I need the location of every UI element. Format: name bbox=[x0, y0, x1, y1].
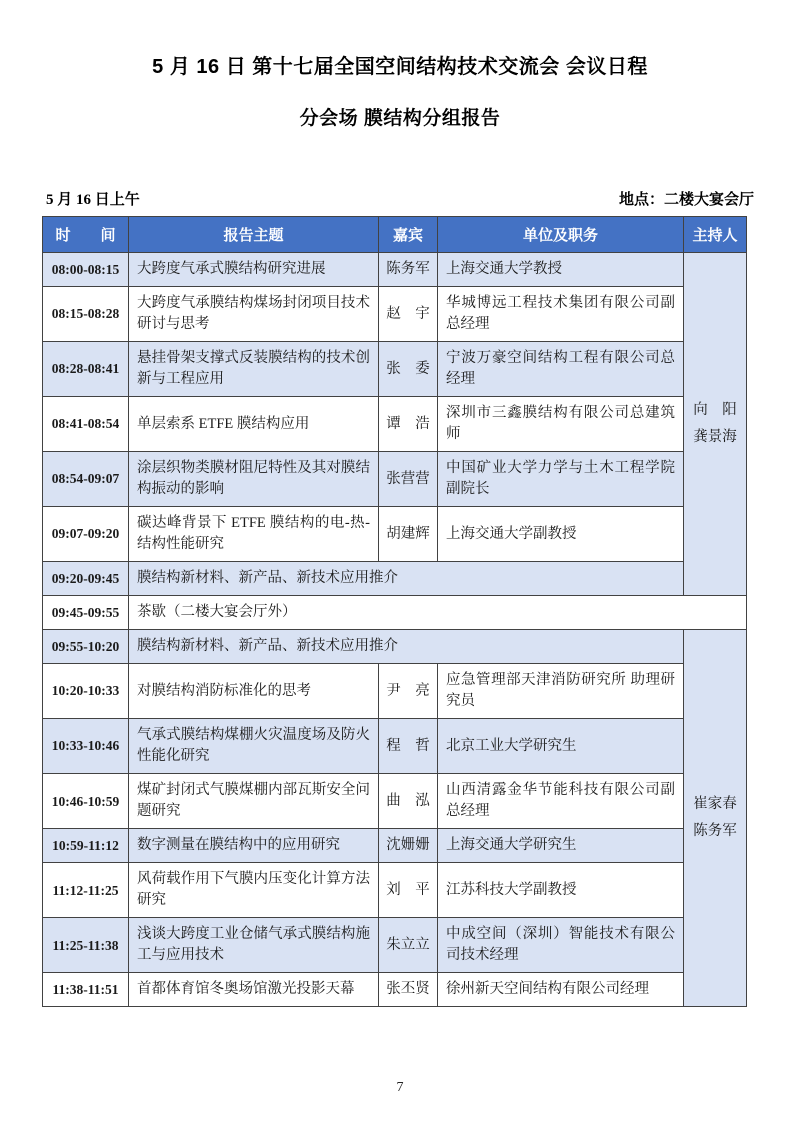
topic-cell: 气承式膜结构煤棚火灾温度场及防火性能化研究 bbox=[129, 719, 379, 774]
guest-cell: 沈姗姗 bbox=[379, 829, 438, 863]
unit-cell: 山西清露金华节能科技有限公司副总经理 bbox=[438, 774, 684, 829]
time-cell: 08:15-08:28 bbox=[43, 287, 129, 342]
table-row bbox=[43, 630, 747, 664]
time-cell: 10:33-10:46 bbox=[43, 719, 129, 774]
guest-cell: 张 委 bbox=[379, 342, 438, 397]
guest-cell: 尹 亮 bbox=[379, 664, 438, 719]
topic-cell: 茶歇（二楼大宴会厅外） bbox=[129, 596, 747, 630]
header-row bbox=[43, 217, 747, 253]
time-cell: 09:45-09:55 bbox=[43, 596, 129, 630]
time-cell: 10:20-10:33 bbox=[43, 664, 129, 719]
topic-cell: 对膜结构消防标准化的思考 bbox=[129, 664, 379, 719]
guest-cell: 朱立立 bbox=[379, 918, 438, 973]
col-header-topic: 报告主题 bbox=[129, 217, 379, 253]
time-cell: 08:54-09:07 bbox=[43, 452, 129, 507]
document-title: 5 月 16 日 第十七届全国空间结构技术交流会 会议日程 bbox=[152, 56, 648, 78]
moderator-cell bbox=[684, 253, 747, 596]
document-subtitle: 分会场 膜结构分组报告 bbox=[299, 108, 501, 129]
moderator-name: 龚景海 bbox=[693, 429, 737, 446]
topic-cell: 涂层织物类膜材阻尼特性及其对膜结构振动的影响 bbox=[129, 452, 379, 507]
moderator-name: 崔家春 bbox=[693, 795, 737, 812]
guest-cell: 陈务军 bbox=[379, 253, 438, 287]
guest-cell: 张营营 bbox=[379, 452, 438, 507]
unit-cell: 上海交通大学研究生 bbox=[438, 829, 684, 863]
topic-cell: 风荷载作用下气膜内压变化计算方法研究 bbox=[129, 863, 379, 918]
moderator-name: 向 阳 bbox=[693, 401, 737, 418]
schedule-table bbox=[42, 216, 747, 1007]
table-row bbox=[43, 918, 747, 973]
unit-cell: 宁波万豪空间结构工程有限公司总经理 bbox=[438, 342, 684, 397]
col-header-time: 时 间 bbox=[43, 217, 129, 253]
time-cell: 09:07-09:20 bbox=[43, 507, 129, 562]
col-header-guest: 嘉宾 bbox=[379, 217, 438, 253]
topic-cell: 浅谈大跨度工业仓储气承式膜结构施工与应用技术 bbox=[129, 918, 379, 973]
time-cell: 08:41-08:54 bbox=[43, 397, 129, 452]
page-number: 7 bbox=[396, 1080, 404, 1095]
col-header-moderator: 主持人 bbox=[684, 217, 747, 253]
time-cell: 08:00-08:15 bbox=[43, 253, 129, 287]
unit-cell: 上海交通大学教授 bbox=[438, 253, 684, 287]
moderator-cell bbox=[684, 630, 747, 1007]
unit-cell: 徐州新天空间结构有限公司经理 bbox=[438, 973, 684, 1007]
unit-cell: 上海交通大学副教授 bbox=[438, 507, 684, 562]
unit-cell: 应急管理部天津消防研究所 助理研究员 bbox=[438, 664, 684, 719]
moderator-name: 陈务军 bbox=[693, 823, 737, 840]
table-row bbox=[43, 253, 747, 287]
unit-cell: 中国矿业大学力学与土木工程学院副院长 bbox=[438, 452, 684, 507]
unit-cell: 深圳市三鑫膜结构有限公司总建筑师 bbox=[438, 397, 684, 452]
time-cell: 11:38-11:51 bbox=[43, 973, 129, 1007]
table-row bbox=[43, 287, 747, 342]
topic-cell: 碳达峰背景下 ETFE 膜结构的电-热-结构性能研究 bbox=[129, 507, 379, 562]
topic-cell: 单层索系 ETFE 膜结构应用 bbox=[129, 397, 379, 452]
table-row bbox=[43, 774, 747, 829]
topic-cell: 悬挂骨架支撑式反装膜结构的技术创新与工程应用 bbox=[129, 342, 379, 397]
table-row bbox=[43, 863, 747, 918]
table-row bbox=[43, 973, 747, 1007]
unit-cell: 北京工业大学研究生 bbox=[438, 719, 684, 774]
unit-cell: 中成空间（深圳）智能技术有限公司技术经理 bbox=[438, 918, 684, 973]
unit-cell: 江苏科技大学副教授 bbox=[438, 863, 684, 918]
table-row bbox=[43, 452, 747, 507]
topic-cell: 膜结构新材料、新产品、新技术应用推介 bbox=[129, 630, 684, 664]
time-cell: 09:55-10:20 bbox=[43, 630, 129, 664]
guest-cell: 赵 宇 bbox=[379, 287, 438, 342]
topic-cell: 数字测量在膜结构中的应用研究 bbox=[129, 829, 379, 863]
session-label: 5 月 16 日上午 bbox=[46, 192, 140, 208]
topic-cell: 大跨度气承式膜结构研究进展 bbox=[129, 253, 379, 287]
topic-cell: 大跨度气承膜结构煤场封闭项目技术研讨与思考 bbox=[129, 287, 379, 342]
table-row bbox=[43, 562, 747, 596]
time-cell: 10:46-10:59 bbox=[43, 774, 129, 829]
time-cell: 09:20-09:45 bbox=[43, 562, 129, 596]
table-row bbox=[43, 829, 747, 863]
table-row bbox=[43, 719, 747, 774]
location-label: 地点：二楼大宴会厅 bbox=[618, 192, 754, 208]
unit-cell: 华城博远工程技术集团有限公司副总经理 bbox=[438, 287, 684, 342]
time-cell: 11:25-11:38 bbox=[43, 918, 129, 973]
time-cell: 11:12-11:25 bbox=[43, 863, 129, 918]
table-row bbox=[43, 507, 747, 562]
topic-cell: 首都体育馆冬奥场馆激光投影天幕 bbox=[129, 973, 379, 1007]
guest-cell: 刘 平 bbox=[379, 863, 438, 918]
topic-cell: 膜结构新材料、新产品、新技术应用推介 bbox=[129, 562, 684, 596]
guest-cell: 胡建辉 bbox=[379, 507, 438, 562]
time-cell: 08:28-08:41 bbox=[43, 342, 129, 397]
time-cell: 10:59-11:12 bbox=[43, 829, 129, 863]
guest-cell: 谭 浩 bbox=[379, 397, 438, 452]
table-row bbox=[43, 664, 747, 719]
guest-cell: 张丕贤 bbox=[379, 973, 438, 1007]
table-row bbox=[43, 397, 747, 452]
meta-row bbox=[46, 188, 754, 209]
table-row bbox=[43, 342, 747, 397]
guest-cell: 程 哲 bbox=[379, 719, 438, 774]
col-header-unit: 单位及职务 bbox=[438, 217, 684, 253]
topic-cell: 煤矿封闭式气膜煤棚内部瓦斯安全问题研究 bbox=[129, 774, 379, 829]
table-row bbox=[43, 596, 747, 630]
guest-cell: 曲 泓 bbox=[379, 774, 438, 829]
